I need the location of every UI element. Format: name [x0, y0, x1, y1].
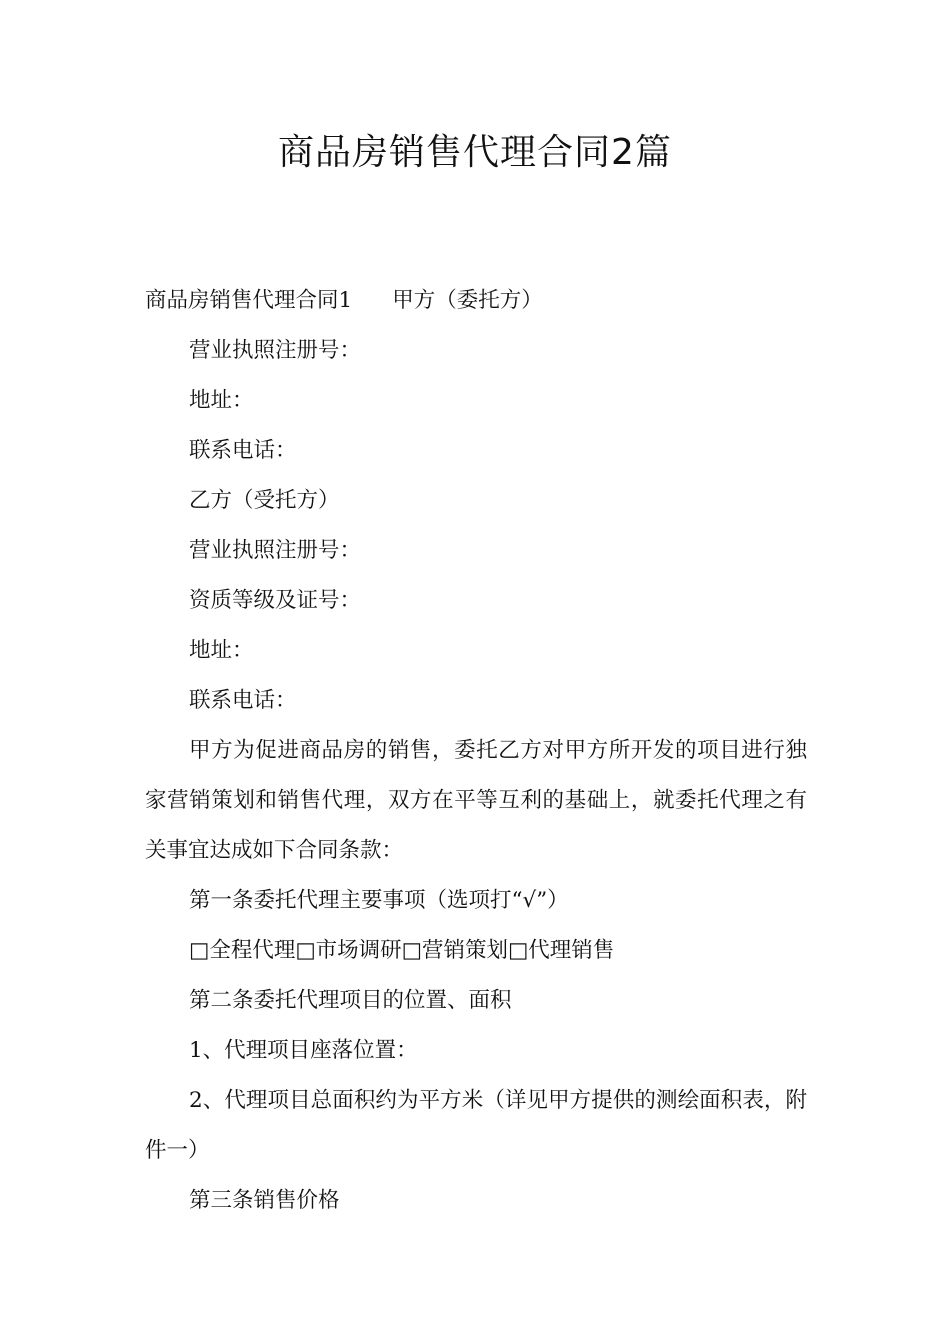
party-a-license-line: 营业执照注册号： [189, 338, 362, 363]
party-a-label: 甲方（委托方） [392, 288, 543, 313]
party-a-address-line: 地址： [189, 388, 254, 413]
document-title: 商品房销售代理合同2篇 [278, 132, 672, 173]
party-b-qualification-line: 资质等级及证号： [189, 588, 362, 613]
party-b-license-line: 营业执照注册号： [189, 538, 362, 563]
article-3-heading: 第三条销售价格 [189, 1188, 340, 1213]
party-b-label: 乙方（受托方） [189, 488, 340, 513]
article-2-item-1: 1、代理项目座落位置： [189, 1038, 418, 1063]
contract-heading-line [145, 276, 807, 326]
article-2-heading: 第二条委托代理项目的位置、面积 [189, 988, 512, 1013]
article-1-heading: 第一条委托代理主要事项（选项打“√”） [189, 888, 569, 913]
document-body [145, 276, 807, 1226]
article-2-item-2: 2、代理项目总面积约为平方米（详见甲方提供的测绘面积表，附件一） [145, 1088, 807, 1163]
party-b-phone-line: 联系电话： [189, 688, 297, 713]
article-1-options: □全程代理□市场调研□营销策划□代理销售 [189, 938, 615, 963]
preamble-paragraph: 甲方为促进商品房的销售，委托乙方对甲方所开发的项目进行独家营销策划和销售代理，双方在平等互利的基础上，就委托代理之有关事宜达成如下合同条款： [145, 738, 807, 863]
party-a-phone-line: 联系电话： [189, 438, 297, 463]
party-b-address-line: 地址： [189, 638, 254, 663]
contract-subtitle: 商品房销售代理合同1 [145, 288, 353, 313]
